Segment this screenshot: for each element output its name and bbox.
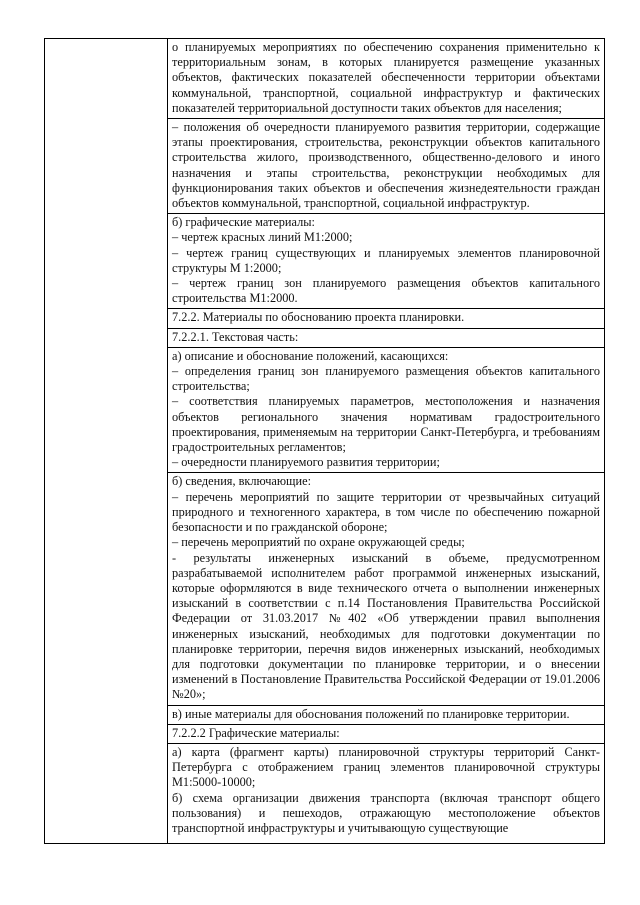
paragraph: а) описание и обоснование положений, касающихся: [172, 348, 449, 363]
text-block [168, 706, 604, 725]
text-block [168, 39, 604, 119]
paragraph: б) схема организации движения транспорта (включая транспорт общего пользования) и пешеходов, отражающую местоположение объектов транспортной инфраструктуры и учитывающую существующие [172, 790, 600, 835]
paragraph: - результаты инженерных изысканий в объеме, предусмотренном разрабатываемой исполнителем работ программой инженерных изысканий, которые оформляются в виде технического отчета о выполнении инженерных изысканий в соответствии с п.14 Постановления Правительства Российской Федерации от 31.03.2017 №402 «Об утверждении правил выполнения инженерных изысканий, необходимых для подготовки документации по планировке территории, перечня видов инженерных изысканий, необходимых для подготовки документации по планировке территории, и о внесении изменений в Постановление Правительства Российской Федерации от 19.01.2006 №20»; [172, 550, 600, 702]
paragraph: б) графические материалы: [172, 215, 315, 230]
text-block [168, 214, 604, 309]
section-heading: 7.2.2.1. Текстовая часть: [172, 329, 299, 344]
document-table [44, 38, 605, 844]
text-block [168, 119, 604, 214]
paragraph: – перечень мероприятий по защите территории от чрезвычайных ситуаций природного и техногенного характера, в том числе по обеспечению пожарной безопасности и по гражданской обороне; [172, 489, 600, 535]
paragraph: – соответствия планируемых параметров, местоположения и назначения объектов регионального значения нормативам градостроительного проектирования, применяемым на территории Санкт-Петербурга, и требованиям градостроительных регламентов; [172, 394, 600, 455]
paragraph: – положения об очередности планируемого развития территории, содержащие этапы проектирования, строительства, реконструкции объектов капитального строительства жилого, производственного, общественно-делового и иного назначения и этапы строительства, реконструкции необходимых для функционирования таких объектов и обеспечения жизнедеятельности граждан объектов коммунальной, транспортной, социальной инфраструктур. [172, 120, 600, 211]
paragraph: в) иные материалы для обоснования положений по планировке территории. [172, 706, 570, 721]
paragraph: – чертеж границ существующих и планируемых элементов планировочной структуры М 1:2000; [172, 245, 600, 275]
text-block [168, 725, 604, 744]
paragraph: б) сведения, включающие: [172, 474, 311, 489]
paragraph: – чертеж красных линий М1:2000; [172, 230, 353, 245]
paragraph: – очередности планируемого развития территории; [172, 455, 440, 470]
text-block [168, 744, 604, 838]
section-heading: 7.2.2.2 Графические материалы: [172, 725, 340, 740]
paragraph: о планируемых мероприятиях по обеспечению сохранения применительно к территориальным зонам, в которых планируется размещение указанных объектов, фактических показателей обеспеченности территории объектами коммунальной, транспортной, социальной инфраструктур и фактических показателей территориальной доступности таких объектов для населения; [172, 40, 600, 115]
empty-left-column [45, 39, 168, 843]
text-block [168, 473, 604, 705]
paragraph: – перечень мероприятий по охране окружающей среды; [172, 535, 465, 550]
text-block [168, 309, 604, 328]
paragraph: а) карта (фрагмент карты) планировочной структуры территорий Санкт-Петербурга с отображением границ элементов планировочной структуры М1:5000-10000; [172, 744, 600, 790]
paragraph: – определения границ зон планируемого размещения объектов капитального строительства; [172, 364, 600, 394]
paragraph: – чертеж границ зон планируемого размещения объектов капитального строительства М1:2000. [172, 276, 600, 306]
text-block [168, 329, 604, 348]
text-column [168, 39, 604, 843]
text-block [168, 348, 604, 474]
section-heading: 7.2.2. Материалы по обоснованию проекта планировки. [172, 310, 465, 325]
